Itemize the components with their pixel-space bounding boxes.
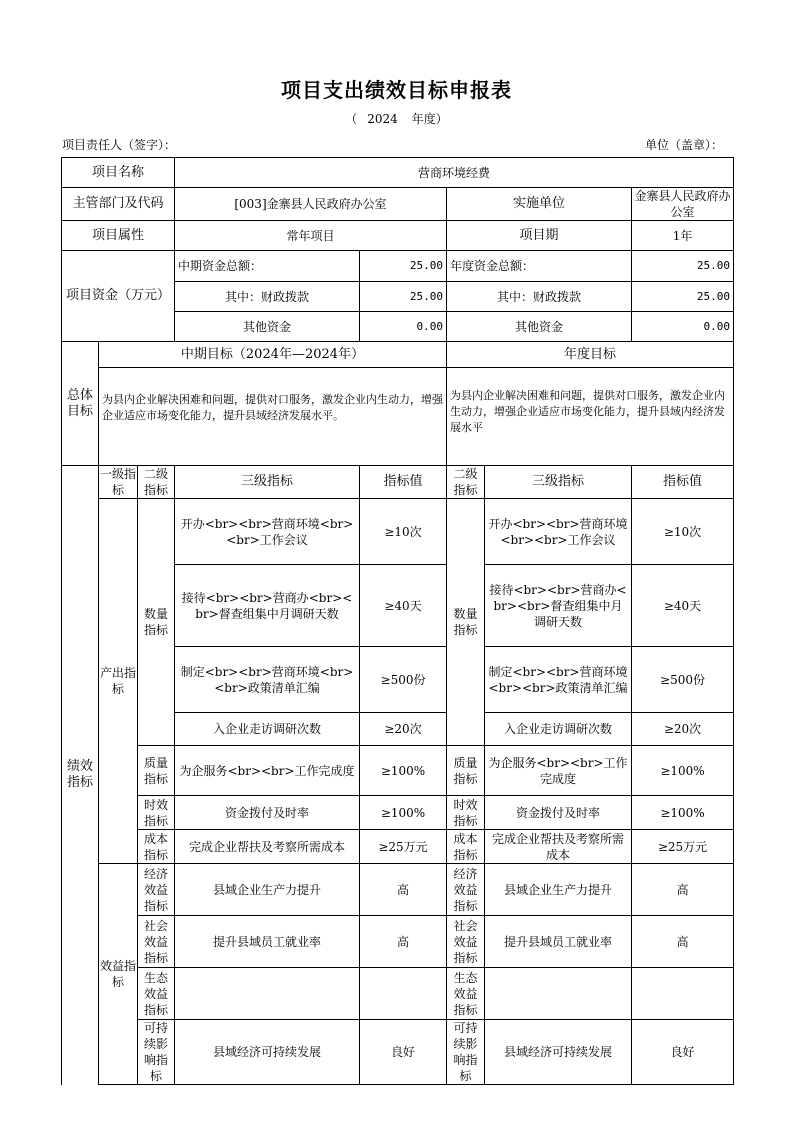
- project-attr-label: 项目属性: [62, 221, 175, 251]
- social-value-mid: 高: [360, 916, 447, 968]
- social-indicator-mid: 社会效益指标: [138, 916, 175, 968]
- q2-item-mid: 接待<br><br>营商办<br><br>督查组集中月调研天数: [175, 565, 360, 647]
- cost-value-year: ≥25万元: [632, 830, 734, 864]
- q3-value-mid: ≥500份: [360, 647, 447, 713]
- timeliness-indicator-year: 时效指标: [447, 796, 485, 830]
- level3-header-mid: 三级指标: [175, 466, 360, 499]
- project-name-label: 项目名称: [62, 158, 175, 188]
- q2-value-year: ≥40天: [632, 565, 734, 647]
- q4-item-mid: 入企业走访调研次数: [175, 713, 360, 746]
- benefit-indicator-label: 效益指标: [99, 864, 138, 1085]
- q3-item-mid: 制定<br><br>营商环境<br><br>政策清单汇编: [175, 647, 360, 713]
- mid-goal-text: 为县内企业解决困难和问题，提供对口服务，激发企业内生动力，增强企业适应市场变化能力，提升县域经济发展水平。: [99, 368, 447, 466]
- cost-item-year: 完成企业帮扶及考察所需成本: [485, 830, 632, 864]
- q2-item-year: 接待<br><br>营商办<br><br>督查组集中月调研天数: [485, 565, 632, 647]
- econ-value-year: 高: [632, 864, 734, 916]
- time-value-mid: ≥100%: [360, 796, 447, 830]
- ecological-indicator-year: 生态效益指标: [447, 968, 485, 1020]
- sust-item-year: 县域经济可持续发展: [485, 1020, 632, 1085]
- q4-item-year: 入企业走访调研次数: [485, 713, 632, 746]
- dept-label: 主管部门及代码: [62, 188, 175, 221]
- timeliness-indicator-mid: 时效指标: [138, 796, 175, 830]
- mid-total-label: 中期资金总额：: [175, 251, 360, 282]
- level3-header-year: 三级指标: [485, 466, 632, 499]
- q1-value-mid: ≥10次: [360, 499, 447, 565]
- quality-item-mid: 为企服务<br><br>工作完成度: [175, 746, 360, 796]
- q1-value-year: ≥10次: [632, 499, 734, 565]
- q1-item-year: 开办<br><br>营商环境<br><br>工作会议: [485, 499, 632, 565]
- economic-indicator-mid: 经济效益指标: [138, 864, 175, 916]
- fiscal-year-value: 2024: [367, 112, 398, 126]
- impl-unit-label: 实施单位: [447, 188, 632, 221]
- mid-fiscal-label: 其中：财政拨款: [175, 282, 360, 312]
- q3-value-year: ≥500份: [632, 647, 734, 713]
- year-other-label: 其他资金: [447, 312, 632, 342]
- social-value-year: 高: [632, 916, 734, 968]
- mid-other-label: 其他资金: [175, 312, 360, 342]
- dept-value: [003]金寨县人民政府办公室: [175, 188, 447, 221]
- eco-item-year: [485, 968, 632, 1020]
- quality-indicator-mid: 质量指标: [138, 746, 175, 796]
- quantity-indicator-year: 数量指标: [447, 499, 485, 746]
- year-other-value: 0.00: [632, 312, 734, 342]
- q2-value-mid: ≥40天: [360, 565, 447, 647]
- year-total-label: 年度资金总额：: [447, 251, 632, 282]
- value-header-mid: 指标值: [360, 466, 447, 499]
- level2-header-year: 二级指标: [447, 466, 485, 499]
- econ-value-mid: 高: [360, 864, 447, 916]
- eco-value-year: [632, 968, 734, 1020]
- fiscal-year-suffix: 年度）: [411, 112, 448, 126]
- sustainable-indicator-mid: 可持续影响指标: [138, 1020, 175, 1085]
- social-item-year: 提升县域员工就业率: [485, 916, 632, 968]
- mid-fiscal-value: 25.00: [360, 282, 447, 312]
- level1-header: 一级指标: [100, 467, 137, 497]
- cost-indicator-year: 成本指标: [447, 830, 485, 864]
- year-goal-header: 年度目标: [447, 342, 734, 368]
- time-value-year: ≥100%: [632, 796, 734, 830]
- year-fiscal-label: 其中：财政拨款: [447, 282, 632, 312]
- q4-value-mid: ≥20次: [360, 713, 447, 746]
- time-item-year: 资金拨付及时率: [485, 796, 632, 830]
- overall-goal-label: 总体目标: [62, 342, 99, 466]
- econ-item-year: 县域企业生产力提升: [485, 864, 632, 916]
- project-period-label: 项目期: [447, 221, 632, 251]
- year-fiscal-value: 25.00: [632, 282, 734, 312]
- q4-value-year: ≥20次: [632, 713, 734, 746]
- social-item-mid: 提升县域员工就业率: [175, 916, 360, 968]
- performance-goal-table: [61, 157, 734, 1085]
- fiscal-year: [0, 110, 793, 127]
- eco-item-mid: [175, 968, 360, 1020]
- time-item-mid: 资金拨付及时率: [175, 796, 360, 830]
- project-name-value: 营商环境经费: [175, 158, 734, 188]
- economic-indicator-year: 经济效益指标: [447, 864, 485, 916]
- quality-item-year: 为企服务<br><br>工作完成度: [485, 746, 632, 796]
- q3-item-year: 制定<br><br>营商环境<br><br>政策清单汇编: [485, 647, 632, 713]
- fund-label: 项目资金（万元）: [62, 251, 175, 342]
- eco-value-mid: [360, 968, 447, 1020]
- quality-value-mid: ≥100%: [360, 746, 447, 796]
- project-attr-value: 常年项目: [175, 221, 447, 251]
- responsible-signature-label: 项目责任人（签字）：: [62, 138, 177, 152]
- social-indicator-year: 社会效益指标: [447, 916, 485, 968]
- year-total-value: 25.00: [632, 251, 734, 282]
- impl-unit-value: 金寨县人民政府办公室: [632, 188, 734, 221]
- project-period-value: 1年: [632, 221, 734, 251]
- unit-seal-label: 单位（盖章）：: [644, 138, 723, 152]
- sust-item-mid: 县域经济可持续发展: [175, 1020, 360, 1085]
- value-header-year: 指标值: [632, 466, 734, 499]
- fiscal-year-open: （: [345, 112, 358, 126]
- sustainable-indicator-year: 可持续影响指标: [447, 1020, 485, 1085]
- sust-value-mid: 良好: [360, 1020, 447, 1085]
- quality-indicator-year: 质量指标: [447, 746, 485, 796]
- output-indicator-label: 产出指标: [99, 499, 138, 864]
- level2-header-mid: 二级指标: [138, 466, 175, 499]
- ecological-indicator-mid: 生态效益指标: [138, 968, 175, 1020]
- perf-indicator-label: 绩效指标: [62, 466, 99, 1085]
- mid-other-value: 0.00: [360, 312, 447, 342]
- cost-value-mid: ≥25万元: [360, 830, 447, 864]
- sust-value-year: 良好: [632, 1020, 734, 1085]
- year-goal-text: 为县内企业解决困难和问题，提供对口服务，激发企业内生动力，增强企业适应市场变化能力，提升县域内经济发展水平: [447, 368, 734, 466]
- cost-indicator-mid: 成本指标: [138, 830, 175, 864]
- econ-item-mid: 县域企业生产力提升: [175, 864, 360, 916]
- cost-item-mid: 完成企业帮扶及考察所需成本: [175, 830, 360, 864]
- quantity-indicator-mid: 数量指标: [138, 499, 175, 746]
- mid-goal-header: 中期目标（2024年—2024年）: [99, 342, 447, 368]
- form-title: 项目支出绩效目标申报表: [281, 78, 512, 102]
- quality-value-year: ≥100%: [632, 746, 734, 796]
- q1-item-mid: 开办<br><br>营商环境<br><br>工作会议: [175, 499, 360, 565]
- mid-total-value: 25.00: [360, 251, 447, 282]
